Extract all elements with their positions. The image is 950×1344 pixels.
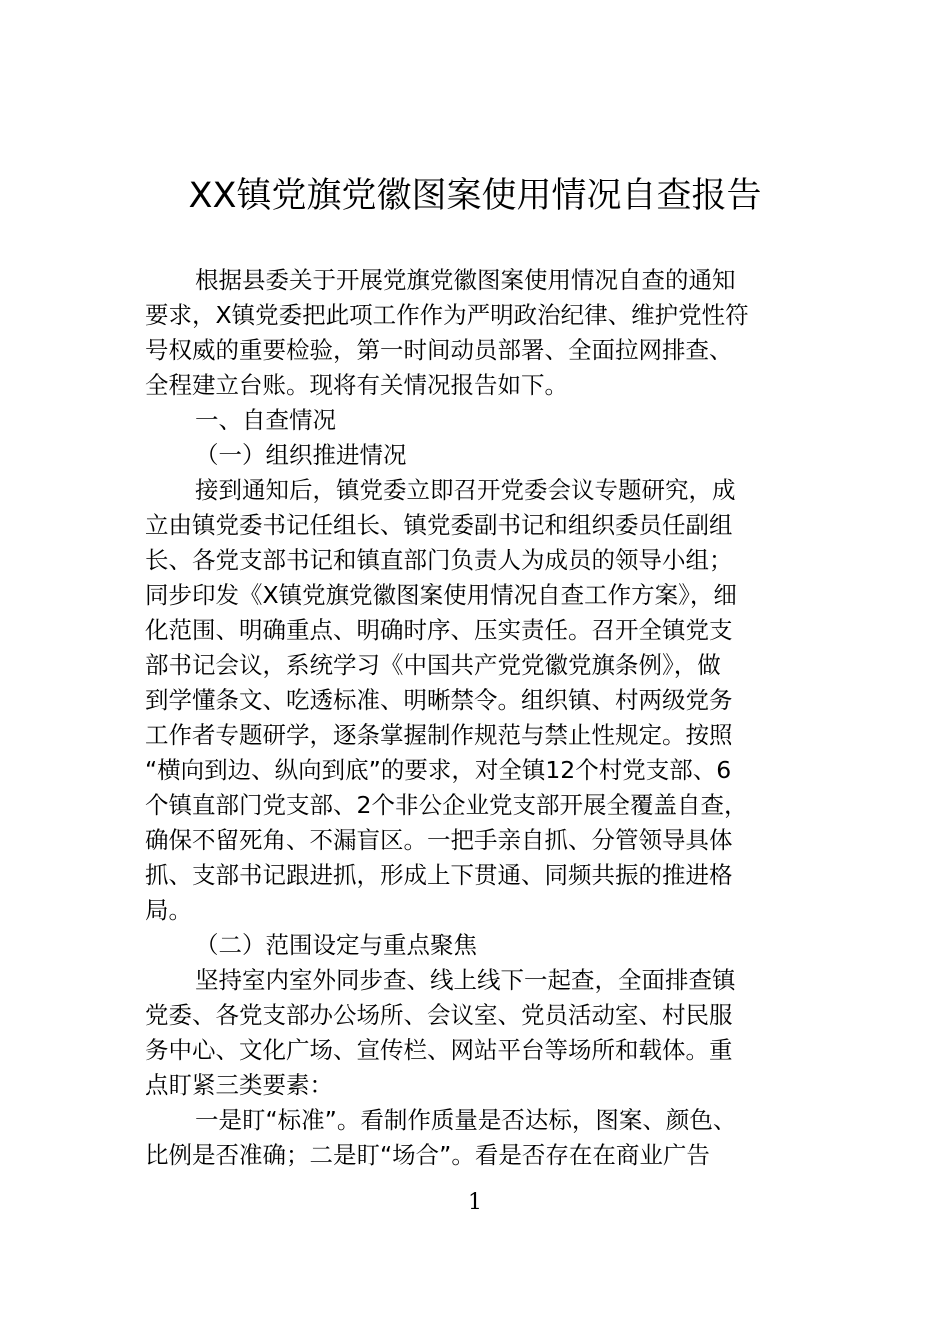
paragraph-line: 同步印发《X镇党旗党徽图案使用情况自查工作方案》，细: [145, 581, 737, 609]
document-title: XX镇党旗党徽图案使用情况自查报告: [188, 176, 762, 216]
paragraph-line: 务中心、文化广场、宣传栏、网站平台等场所和载体。重: [145, 1036, 733, 1064]
paragraph-line: 一是盯“标准”。看制作质量是否达标，图案、颜色、: [195, 1106, 737, 1134]
paragraph-line: 要求，X镇党委把此项工作作为严明政治纪律、维护党性符: [145, 301, 749, 329]
paragraph-line: 个镇直部门党支部、2个非公企业党支部开展全覆盖自查，: [145, 791, 748, 819]
paragraph-line: 工作者专题研学，逐条掌握制作规范与禁止性规定。按照: [145, 721, 733, 749]
paragraph-line: 接到通知后，镇党委立即召开党委会议专题研究，成: [195, 476, 736, 504]
paragraph-line: 根据县委关于开展党旗党徽图案使用情况自查的通知: [195, 266, 736, 294]
paragraph-line: 部书记会议，系统学习《中国共产党党徽党旗条例》，做: [145, 651, 721, 679]
paragraph-line: 抓、支部书记跟进抓，形成上下贯通、同频共振的推进格: [145, 861, 733, 889]
section-heading: 一、自查情况: [195, 406, 336, 434]
paragraph-line: 号权威的重要检验，第一时间动员部署、全面拉网排查、: [145, 336, 733, 364]
paragraph-line: 长、各党支部书记和镇直部门负责人为成员的领导小组；: [145, 546, 733, 574]
paragraph-line: 立由镇党委书记任组长、镇党委副书记和组织委员任副组: [145, 511, 733, 539]
paragraph-line: 党委、各党支部办公场所、会议室、党员活动室、村民服: [145, 1001, 733, 1029]
page-number: 1: [468, 1190, 482, 1215]
paragraph-line: 点盯紧三类要素：: [145, 1071, 333, 1099]
subsection-heading: （一）组织推进情况: [195, 441, 407, 469]
paragraph-line: 到学懂条文、吃透标准、明晰禁令。组织镇、村两级党务: [145, 686, 733, 714]
paragraph-line: 局。: [145, 896, 192, 924]
paragraph-line: 确保不留死角、不漏盲区。一把手亲自抓、分管领导具体: [145, 826, 733, 854]
document-body: [145, 263, 825, 1173]
paragraph-line: 化范围、明确重点、明确时序、压实责任。召开全镇党支: [145, 616, 733, 644]
paragraph-line: 坚持室内室外同步查、线上线下一起查，全面排查镇: [195, 966, 736, 994]
subsection-heading: （二）范围设定与重点聚焦: [195, 931, 477, 959]
paragraph-line: “横向到边、纵向到底”的要求，对全镇12个村党支部、6: [145, 756, 732, 784]
paragraph-line: 比例是否准确；二是盯“场合”。看是否存在在商业广告: [145, 1141, 710, 1169]
paragraph-line: 全程建立台账。现将有关情况报告如下。: [145, 371, 568, 399]
